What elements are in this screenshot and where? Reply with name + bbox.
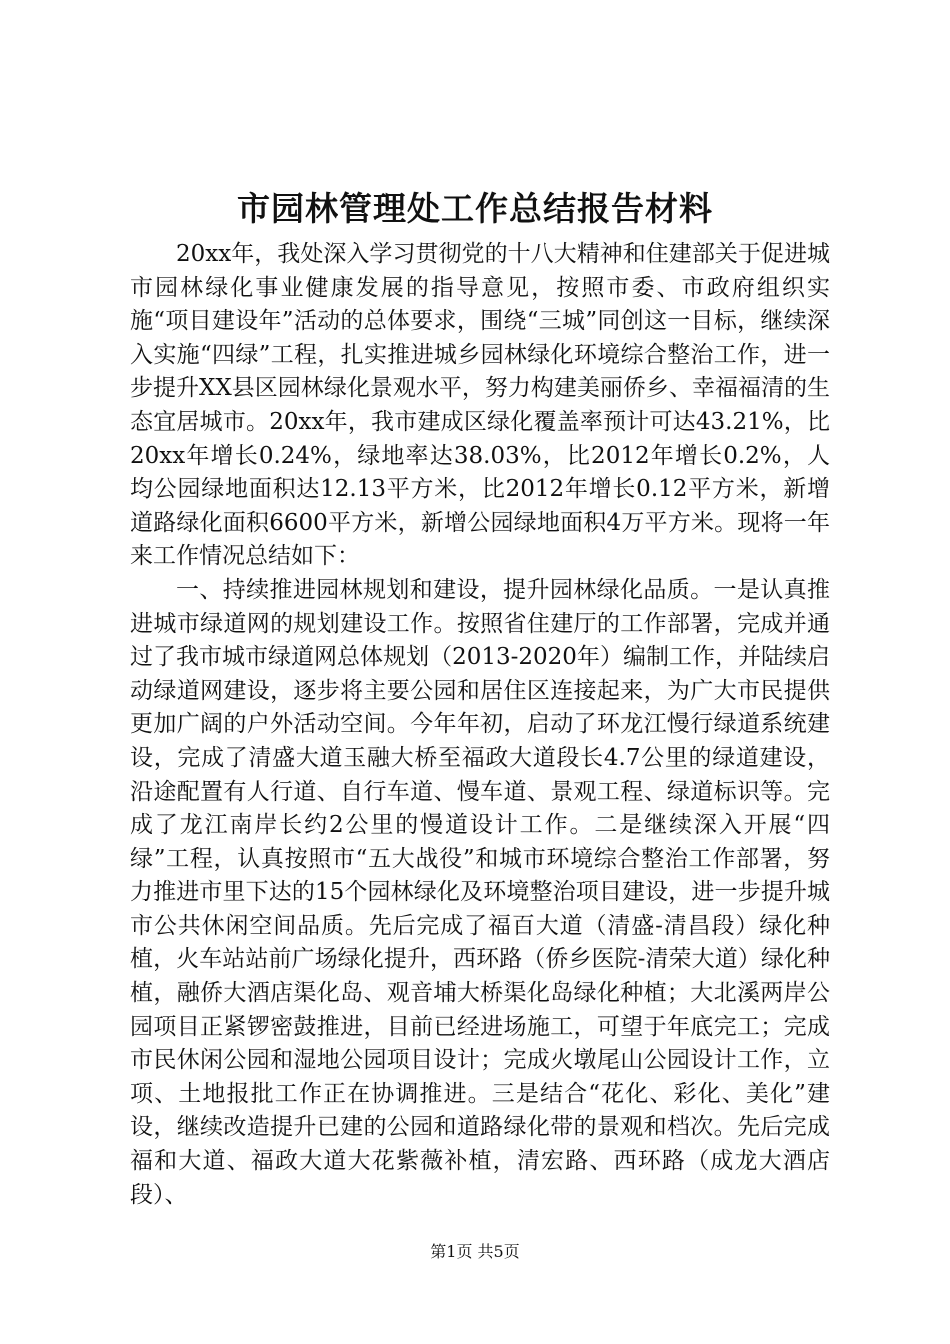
document-body <box>130 238 830 1212</box>
page-footer: 第1页 共5页 <box>430 1242 520 1261</box>
paragraph-intro: 20xx年，我处深入学习贯彻党的十八大精神和住建部关于促进城市园林绿化事业健康发展的指导意见，按照市委、市政府组织实施“项目建设年”活动的总体要求，围绕“三城”同创这一目标，继续深入实施“四绿”工程，扎实推进城乡园林绿化环境综合整治工作，进一步提升XX县区园林绿化景观水平，努力构建美丽侨乡、幸福福清的生态宜居城市。20xx年，我市建成区绿化覆盖率预计可达43.21%，比20xx年增长0.24%，绿地率达38.03%，比2012年增长0.2%，人均公园绿地面积达12.13平方米，比2012年增长0.12平方米，新增道路绿化面积6600平方米，新增公园绿地面积4万平方米。现将一年来工作情况总结如下： <box>130 241 830 570</box>
paragraph-section-one: 一、持续推进园林规划和建设，提升园林绿化品质。一是认真推进城市绿道网的规划建设工作。按照省住建厅的工作部署，完成并通过了我市城市绿道网总体规划（2013-2020年）编制工作，并陆续启动绿道网建设，逐步将主要公园和居住区连接起来，为广大市民提供更加广阔的户外活动空间。今年年初，启动了环龙江慢行绿道系统建设，完成了清盛大道玉融大桥至福政大道段长4.7公里的绿道建设，沿途配置有人行道、自行车道、慢车道、景观工程、绿道标识等。完成了龙江南岸长约2公里的慢道设计工作。二是继续深入开展“四绿”工程，认真按照市“五大战役”和城市环境综合整治工作部署，努力推进市里下达的15个园林绿化及环境整治项目建设，进一步提升城市公共休闲空间品质。先后完成了福百大道（清盛-清昌段）绿化种植，火车站站前广场绿化提升，西环路（侨乡医院-清荣大道）绿化种植，融侨大酒店渠化岛、观音埔大桥渠化岛绿化种植；大北溪两岸公园项目正紧锣密鼓推进，目前已经进场施工，可望于年底完工；完成市民休闲公园和湿地公园项目设计；完成火墩尾山公园设计工作，立项、土地报批工作正在协调推进。三是结合“花化、彩化、美化”建设，继续改造提升已建的公园和道路绿化带的景观和档次。先后完成福和大道、福政大道大花紫薇补植，清宏路、西环路（成龙大酒店段）、 <box>130 576 830 1208</box>
document-title: 市园林管理处工作总结报告材料 <box>237 189 713 228</box>
